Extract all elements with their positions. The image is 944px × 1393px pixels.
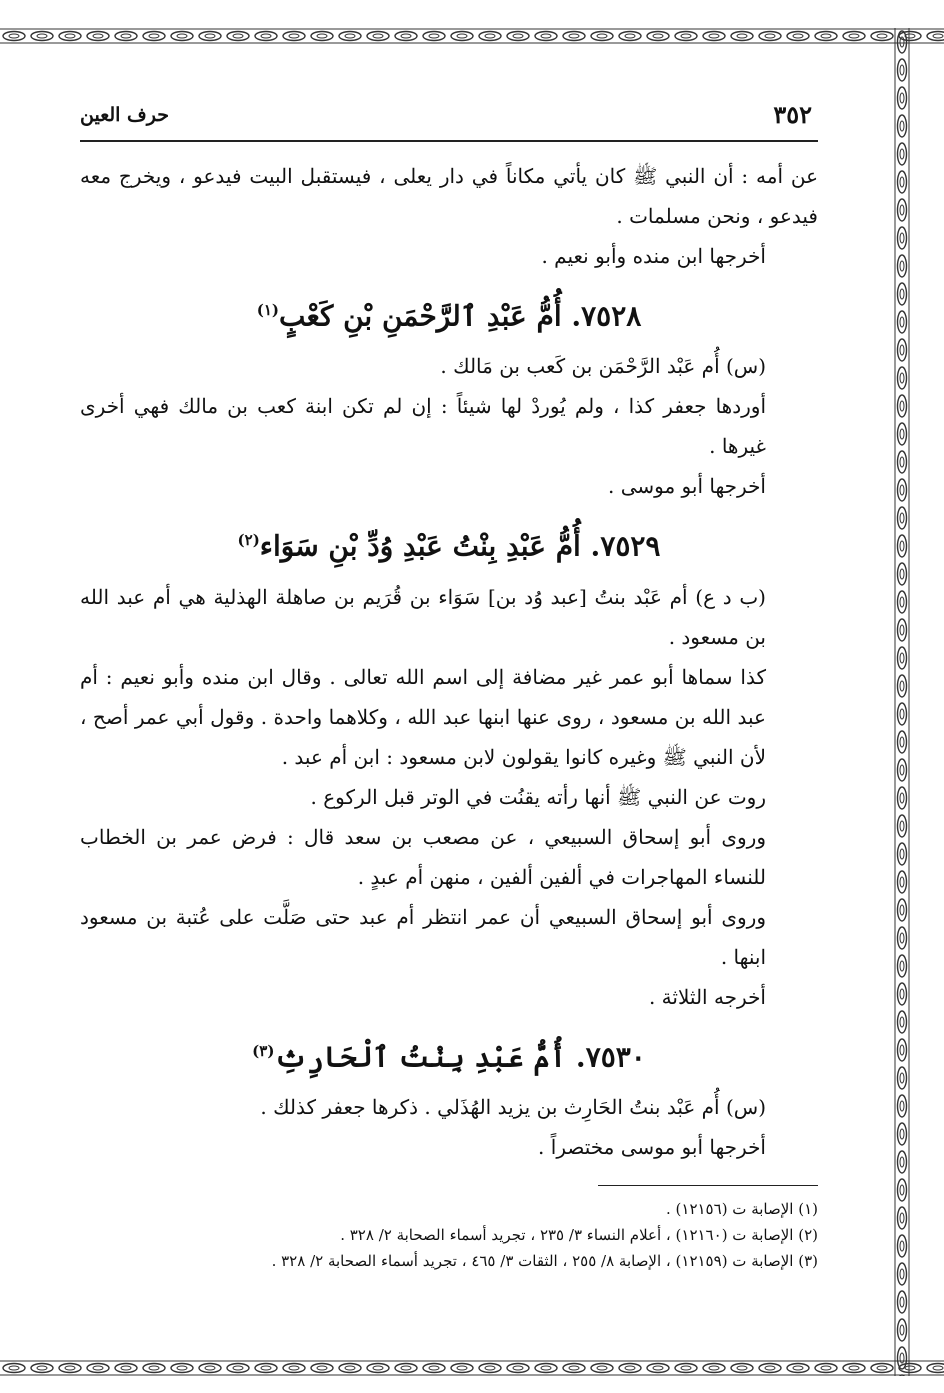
paragraph: (س) أُم عَبْد بنتُ الحَارِث بن يزيد الهُذَلي . ذكرها جعفر كذلك . (260, 1094, 766, 1119)
paragraph: أخرجها أبو موسى مختصراً . (538, 1134, 766, 1159)
footnote: (٢) الإصابة ت (١٢١٦٠) ، أعلام النساء ٣/ ٢٣٥ ، تجريد أسماء الصحابة ٢/ ٣٢٨ . (340, 1225, 818, 1244)
paragraph: أوردها جعفر كذا ، ولم يُوردْ لها شيئاً : إن لم تكن ابنة كعب بن مالك فهي أخرى غيرها . (80, 394, 766, 459)
entry-heading (80, 514, 818, 572)
footnote: (١) الإصابة ت (١٢١٥٦) . (666, 1199, 818, 1218)
entry-heading (80, 284, 818, 342)
footnote-divider (598, 1185, 818, 1186)
footnote-ref: (١) (256, 301, 280, 319)
paragraph: كذا سماها أبو عمر غير مضافة إلى اسم الله تعالى . وقال ابن منده وأبو نعيم : أم عبد الله بن مسعود ، روى عنها ابنها عبد الله ، وكلاهما واحدة . وقول أبي عمر أصح ، لأن النبي ﷺ وغيره كانوا يقولون لابن مسعود : ابن أم عبد . (80, 664, 766, 769)
entry-heading-text: ٧٥٣٠. أُمُّ عَبْدِ بِنْتُ ٱلْحَارِثِ (274, 1039, 646, 1073)
ornamental-border-top (0, 28, 944, 44)
entry-heading-text: ٧٥٢٩. أُمُّ عَبْدِ بِنْتُ عَبْدِ وُدِّ بْنِ سَوَاء (259, 529, 661, 563)
entry-heading-text: ٧٥٢٨. أُمُّ عَبْدِ ٱلرَّحْمَنِ بْنِ كَعْبٍ (279, 299, 642, 333)
footnote: (٣) الإصابة ت (١٢١٥٩) ، الإصابة ٨/ ٢٥٥ ، الثقات ٣/ ٤٦٥ ، تجريد أسماء الصحابة ٢/ ٣٢٨ . (271, 1251, 818, 1270)
paragraph: وروى أبو إسحاق السبيعي ، عن مصعب بن سعد قال : فرض عمر بن الخطاب للنساء المهاجرات في ألفين ألفين ، منهن أم عبدٍ . (80, 824, 766, 889)
footnote-ref: (٣) (252, 1041, 275, 1060)
paragraph: أخرجها ابن منده وأبو نعيم . (541, 244, 766, 268)
running-title: حرف العين (80, 104, 169, 126)
footnote-ref: (٢) (237, 531, 260, 550)
paragraph: (س) أُم عَبْد الرَّحْمَن بن كَعب بن مَالك . (440, 354, 766, 379)
paragraph: عن أمه : أن النبي ﷺ كان يأتي مكاناً في دار يعلى ، فيستقبل البيت فيدعو ، ويخرج معه فيدعو ، ونحن مسلمات . (80, 164, 818, 228)
page-header (80, 100, 818, 142)
page-number: ٣٥٢ (773, 100, 812, 129)
paragraph: أخرجه الثلاثة . (648, 984, 766, 1009)
paragraph: أخرجها أبو موسى . (608, 474, 766, 499)
entry-heading (80, 1025, 818, 1083)
paragraph: (ب د ع) أم عَبْد بنتُ [عبد وُد بن] سَوَاء بن قُرَيم بن صاهلة الهذلية هي أم عبد الله بن مسعود . (80, 584, 766, 649)
ornamental-border-bottom (0, 1360, 944, 1376)
page-content (80, 100, 818, 1274)
paragraph: وروى أبو إسحاق السبيعي أن عمر انتظر أم عبد حتى صَلَّت على عُتبة بن مسعود ابنها . (80, 904, 766, 969)
ornamental-border-right (894, 28, 910, 1376)
paragraph: روت عن النبي ﷺ أنها رأته يقنُت في الوتر قبل الركوع . (310, 784, 766, 809)
